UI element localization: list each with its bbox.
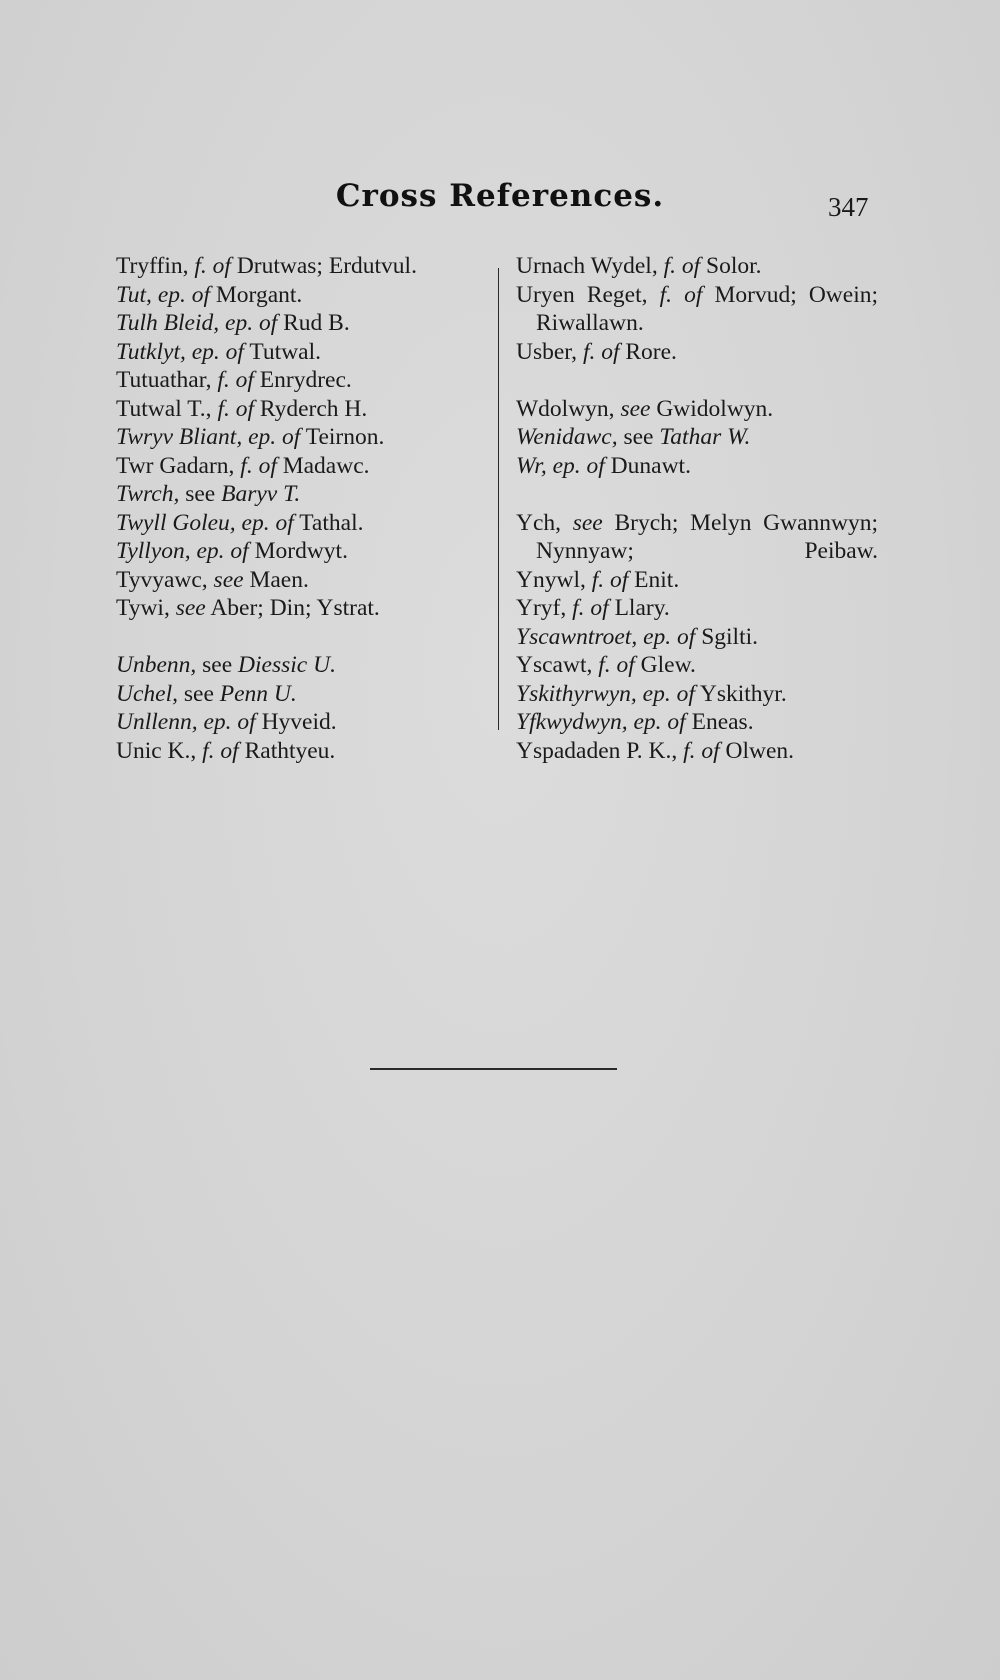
entry-text: ep. of bbox=[643, 623, 696, 650]
index-entry bbox=[116, 509, 486, 538]
column-divider bbox=[498, 268, 499, 730]
index-entry bbox=[516, 708, 878, 737]
entry-text: ep. of bbox=[552, 452, 605, 479]
entry-text: see bbox=[179, 481, 222, 507]
entry-text: see bbox=[175, 595, 206, 621]
entry-headword: Twryv Bliant, bbox=[116, 424, 243, 450]
index-entry bbox=[516, 566, 878, 595]
index-entry bbox=[116, 680, 486, 709]
section-gap bbox=[516, 366, 878, 395]
entry-text bbox=[648, 282, 660, 308]
entry-text: f. of bbox=[194, 253, 231, 279]
entry-headword: Tutuathar, bbox=[116, 367, 212, 393]
entry-headword: Twyll Goleu, bbox=[116, 509, 236, 536]
entry-text: Brych; Melyn Gwannwyn; Nynnyaw; Peibaw. bbox=[536, 509, 879, 564]
entry-text: f. of bbox=[591, 566, 629, 593]
entry-text: Diessic U. bbox=[238, 652, 336, 678]
entry-text: Sgilti. bbox=[695, 623, 758, 650]
entry-headword: Twrch, bbox=[116, 481, 180, 507]
entry-headword: Uchel, bbox=[116, 680, 178, 707]
entry-text: f. of bbox=[598, 652, 635, 678]
index-entry bbox=[116, 537, 486, 566]
index-entry bbox=[116, 338, 486, 367]
entry-text: Gwidolwyn. bbox=[650, 395, 774, 422]
entry-text: Dunawt. bbox=[604, 452, 691, 479]
entry-headword: Urnach Wydel, bbox=[516, 253, 658, 279]
entry-text: Rud B. bbox=[277, 310, 350, 336]
entry-text: see bbox=[178, 680, 220, 707]
index-entry bbox=[516, 452, 878, 481]
entry-headword: Wr, bbox=[516, 452, 547, 479]
index-entry bbox=[516, 281, 878, 338]
entry-text: ep. of bbox=[157, 281, 211, 308]
index-entry bbox=[116, 651, 486, 680]
entry-text: ep. of bbox=[191, 338, 244, 365]
index-entry bbox=[516, 338, 878, 367]
index-entry bbox=[116, 737, 486, 766]
entry-text: Tutwal. bbox=[243, 338, 322, 365]
entry-text: ep. of bbox=[203, 709, 256, 735]
entry-text: Glew. bbox=[634, 652, 696, 678]
entry-text: f. of bbox=[659, 281, 703, 308]
running-title: Cross References. bbox=[335, 178, 665, 214]
entry-headword: Yskithyrwyn, bbox=[516, 680, 637, 707]
entry-text: Enit. bbox=[628, 566, 680, 593]
entry-text: Morvud; Owein; Riwallawn. bbox=[536, 281, 879, 336]
index-entry bbox=[516, 651, 878, 680]
entry-text: Drutwas; Erdutvul. bbox=[230, 253, 417, 279]
entry-headword: Yryf, bbox=[516, 595, 567, 621]
entry-text: f. of bbox=[582, 338, 620, 365]
entry-text: see bbox=[213, 566, 244, 593]
entry-headword: Tywi, bbox=[116, 595, 170, 621]
index-entry bbox=[116, 309, 486, 338]
entry-text: Hyveid. bbox=[255, 709, 337, 735]
entry-headword: Wenidawc, bbox=[516, 424, 618, 450]
index-entry bbox=[516, 423, 878, 452]
entry-text: f. of bbox=[683, 737, 720, 764]
entry-text: Ryderch H. bbox=[254, 395, 368, 422]
index-entry bbox=[116, 395, 486, 424]
entry-headword: Tyllyon, bbox=[116, 538, 191, 564]
entry-headword: Yscawt, bbox=[516, 652, 593, 678]
entry-text: see bbox=[620, 395, 651, 422]
entry-text: f. of bbox=[663, 253, 701, 279]
entry-text: Teirnon. bbox=[300, 424, 385, 450]
entry-headword: Tutklyt, bbox=[116, 338, 186, 365]
entry-headword: Unic K., bbox=[116, 737, 197, 764]
entry-text: ep. of bbox=[196, 538, 249, 564]
index-entry bbox=[116, 423, 486, 452]
entry-headword: Tut, bbox=[116, 281, 152, 308]
index-entry bbox=[116, 366, 486, 395]
entry-headword: Tutwal T., bbox=[116, 395, 212, 422]
page-number: 347 bbox=[828, 192, 869, 222]
entry-text: Olwen. bbox=[719, 737, 795, 764]
index-entry bbox=[516, 395, 878, 424]
entry-text: see bbox=[196, 652, 239, 678]
entry-text: Penn U. bbox=[219, 680, 297, 707]
index-entry bbox=[116, 281, 486, 310]
entry-headword: Unbenn, bbox=[116, 652, 197, 678]
entry-text: Morgant. bbox=[210, 281, 303, 308]
entry-text: Eneas. bbox=[685, 709, 754, 735]
index-entry bbox=[516, 594, 878, 623]
entry-text: Madawc. bbox=[276, 452, 370, 479]
entry-headword: Tryffin, bbox=[116, 253, 189, 279]
index-entry bbox=[116, 708, 486, 737]
entry-text: ep. of bbox=[225, 310, 278, 336]
section-gap bbox=[516, 480, 878, 509]
index-entry bbox=[516, 623, 878, 652]
entry-headword: Unllenn, bbox=[116, 709, 198, 735]
entry-text: see bbox=[617, 424, 660, 450]
entry-text: Tathar W. bbox=[659, 424, 751, 450]
entry-text: ep. of bbox=[241, 509, 294, 536]
entry-text: ep. of bbox=[248, 424, 301, 450]
entry-text: Mordwyt. bbox=[248, 538, 348, 564]
entry-headword: Twr Gadarn, bbox=[116, 452, 235, 479]
entry-headword: Usber, bbox=[516, 338, 578, 365]
index-entry bbox=[516, 252, 878, 281]
entry-text: Aber; Din; Ystrat. bbox=[205, 595, 380, 621]
entry-headword: Wdolwyn, bbox=[516, 395, 615, 422]
entry-text: f. of bbox=[240, 452, 277, 479]
entry-text: Enrydrec. bbox=[253, 367, 352, 393]
entry-text: Solor. bbox=[700, 253, 762, 279]
entry-headword: Yscawntroet, bbox=[516, 623, 638, 650]
index-entry bbox=[516, 509, 878, 566]
index-entry bbox=[116, 566, 486, 595]
entry-headword: Ych, bbox=[516, 509, 562, 536]
index-entry bbox=[116, 452, 486, 481]
entry-text: Rore. bbox=[619, 338, 677, 365]
index-entry bbox=[116, 480, 486, 509]
index-column-right bbox=[516, 252, 878, 765]
index-column-left bbox=[116, 252, 486, 765]
index-entry bbox=[116, 252, 486, 281]
entry-headword: Yfkwydwyn, bbox=[516, 709, 628, 735]
entry-text: f. of bbox=[217, 367, 254, 393]
entry-text: Rathtyeu. bbox=[238, 737, 336, 764]
entry-text bbox=[561, 510, 573, 536]
index-entry bbox=[516, 680, 878, 709]
entry-text: Baryv T. bbox=[221, 481, 301, 507]
entry-text: Maen. bbox=[243, 566, 309, 593]
entry-text: ep. of bbox=[642, 680, 695, 707]
entry-text: see bbox=[572, 509, 603, 536]
entry-text: ep. of bbox=[633, 709, 686, 735]
end-rule bbox=[370, 1068, 617, 1070]
entry-text: Tathal. bbox=[293, 509, 364, 536]
index-entry bbox=[116, 594, 486, 623]
entry-text: f. of bbox=[202, 737, 239, 764]
entry-headword: Tulh Bleid, bbox=[116, 310, 220, 336]
section-gap bbox=[116, 623, 486, 652]
entry-text: Llary. bbox=[608, 595, 670, 621]
entry-text: Yskithyr. bbox=[694, 680, 787, 707]
entry-headword: Ynywl, bbox=[516, 566, 586, 593]
entry-text: f. of bbox=[572, 595, 609, 621]
entry-headword: Uryen Reget, bbox=[516, 281, 648, 308]
index-entry bbox=[516, 737, 878, 766]
entry-headword: Tyvyawc, bbox=[116, 566, 208, 593]
entry-headword: Yspadaden P. K., bbox=[516, 737, 678, 764]
entry-text: f. of bbox=[217, 395, 254, 422]
